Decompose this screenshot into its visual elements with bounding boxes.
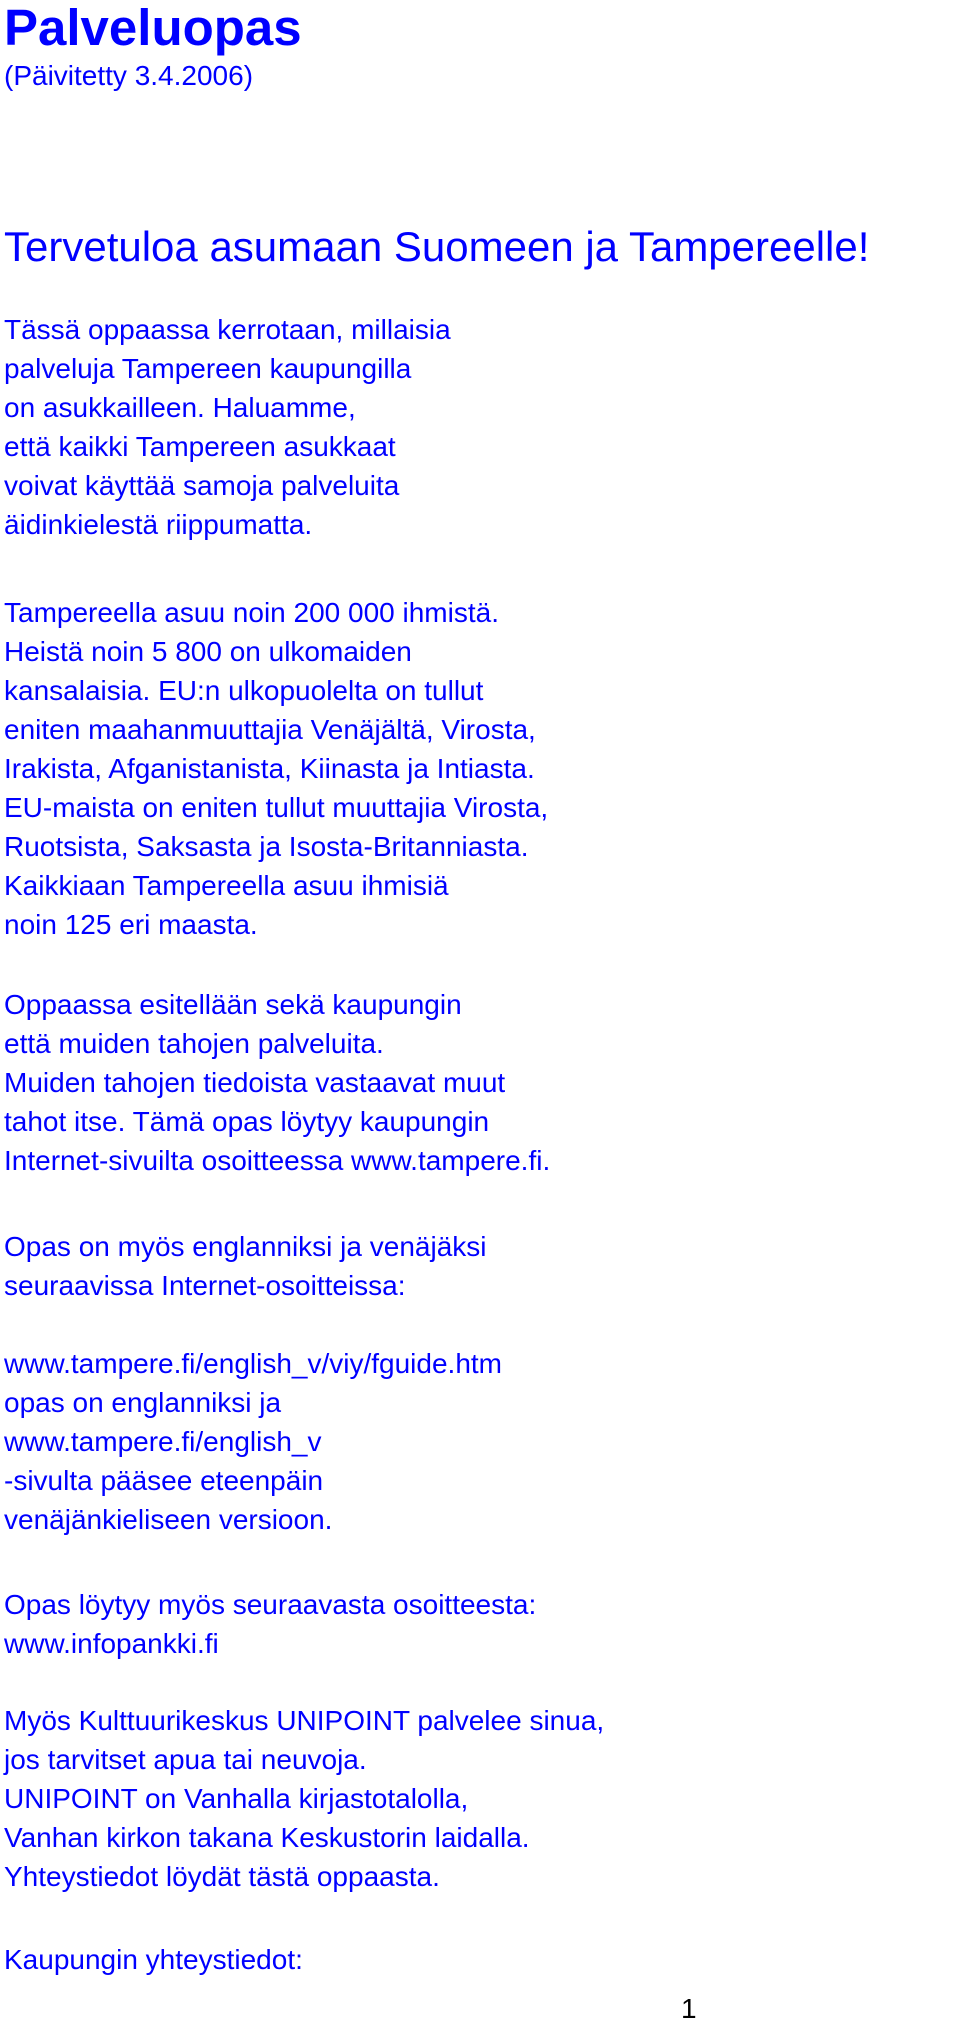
intro-paragraph — [4, 310, 451, 544]
paragraph-line: on asukkailleen. Haluamme, — [4, 392, 356, 423]
paragraph-line: Myös Kulttuurikeskus UNIPOINT palvelee sinua, — [4, 1705, 605, 1736]
paragraph-line: Opas löytyy myös seuraavasta osoitteesta: — [4, 1589, 537, 1620]
paragraph-line: opas on englanniksi ja — [4, 1387, 282, 1418]
paragraph-line: Vanhan kirkon takana Keskustorin laidalla. — [4, 1822, 530, 1853]
languages-paragraph — [4, 1227, 486, 1305]
paragraph-line: Ruotsista, Saksasta ja Isosta-Britanniasta. — [4, 831, 529, 862]
paragraph-line: Kaupungin yhteystiedot: — [4, 1944, 303, 1975]
welcome-heading: Tervetuloa asumaan Suomeen ja Tampereelle! — [4, 223, 870, 270]
paragraph-line: www.tampere.fi/english_v — [4, 1426, 322, 1457]
paragraph-line: palveluja Tampereen kaupungilla — [4, 353, 412, 384]
paragraph-line: että kaikki Tampereen asukkaat — [4, 431, 396, 462]
population-paragraph — [4, 593, 548, 944]
paragraph-line: jos tarvitset apua tai neuvoja. — [4, 1744, 367, 1775]
page-number: 1 — [681, 1993, 697, 2024]
paragraph-line: venäjänkieliseen versioon. — [4, 1504, 333, 1535]
paragraph-line: UNIPOINT on Vanhalla kirjastotalolla, — [4, 1783, 469, 1814]
paragraph-line: Heistä noin 5 800 on ulkomaiden — [4, 636, 412, 667]
paragraph-line: Opas on myös englanniksi ja venäjäksi — [4, 1231, 487, 1262]
document-title: Palveluopas — [4, 0, 302, 56]
paragraph-line: EU-maista on eniten tullut muuttajia Virosta, — [4, 792, 549, 823]
contacts-heading-paragraph — [4, 1940, 303, 1979]
paragraph-line: www.infopankki.fi — [4, 1628, 219, 1659]
paragraph-line: Muiden tahojen tiedoista vastaavat muut — [4, 1067, 506, 1098]
paragraph-line: www.tampere.fi/english_v/viy/fguide.htm — [4, 1348, 502, 1379]
unipoint-paragraph — [4, 1701, 604, 1896]
infopankki-paragraph — [4, 1585, 536, 1663]
paragraph-line: että muiden tahojen palveluita. — [4, 1028, 384, 1059]
paragraph-line: Oppaassa esitellään sekä kaupungin — [4, 989, 462, 1020]
paragraph-line: noin 125 eri maasta. — [4, 909, 258, 940]
paragraph-line: -sivulta pääsee eteenpäin — [4, 1465, 324, 1496]
paragraph-line: Tässä oppaassa kerrotaan, millaisia — [4, 314, 451, 345]
paragraph-line: eniten maahanmuuttajia Venäjältä, Virosta, — [4, 714, 536, 745]
paragraph-line: Kaikkiaan Tampereella asuu ihmisiä — [4, 870, 449, 901]
services-paragraph — [4, 985, 550, 1180]
updated-date: (Päivitetty 3.4.2006) — [4, 60, 254, 91]
paragraph-line: Tampereella asuu noin 200 000 ihmistä. — [4, 597, 499, 628]
paragraph-line: Irakista, Afganistanista, Kiinasta ja Intiasta. — [4, 753, 535, 784]
paragraph-line: äidinkielestä riippumatta. — [4, 509, 313, 540]
urls-paragraph — [4, 1344, 502, 1539]
paragraph-line: Internet-sivuilta osoitteessa www.tampere.fi. — [4, 1145, 551, 1176]
paragraph-line: kansalaisia. EU:n ulkopuolelta on tullut — [4, 675, 484, 706]
paragraph-line: tahot itse. Tämä opas löytyy kaupungin — [4, 1106, 490, 1137]
paragraph-line: Yhteystiedot löydät tästä oppaasta. — [4, 1861, 440, 1892]
paragraph-line: voivat käyttää samoja palveluita — [4, 470, 400, 501]
paragraph-line: seuraavissa Internet-osoitteissa: — [4, 1270, 406, 1301]
